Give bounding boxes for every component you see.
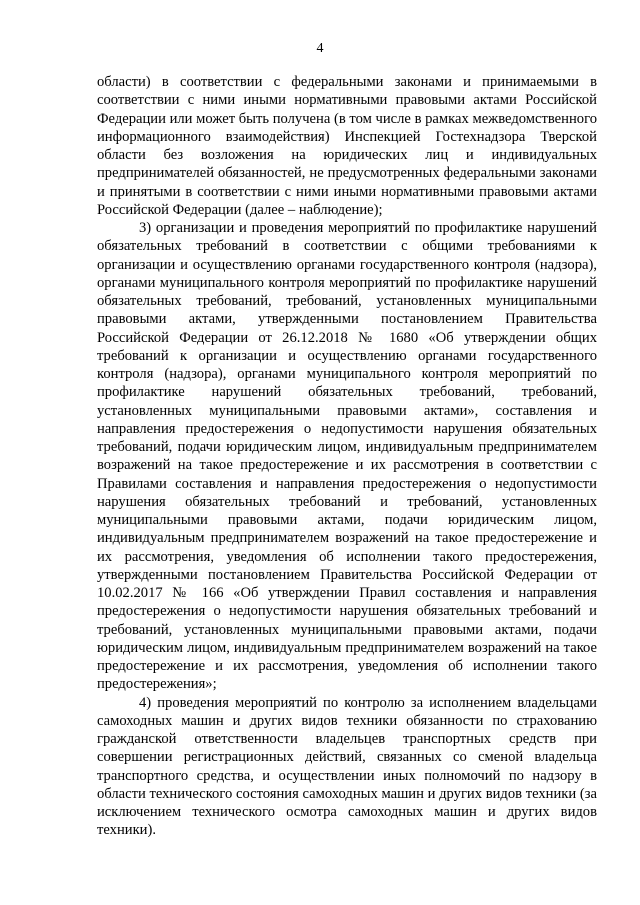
paragraph-item-4-insurance-control: 4) проведения мероприятий по контролю за исполнением владельцами самоходных машин и других видов техники обязанности по страхованию гражданской ответственности владельцев транспортных средств при совершении регистрационных действий, связанных со сменой владельца транспортного средства, и осуществлении иных полномочий по надзору в области технического состояния самоходных машин и других видов техники (за исключением технического осмотра самоходных машин и других видов техники). xyxy=(97,694,597,839)
paragraph-observation-continuation: области) в соответствии с федеральными законами и принимаемыми в соответствии с ними иными нормативными правовыми актами Российской Федерации или может быть получена (в том числе в рамках межведомственного информационного взаимодействия) Инспекцией Гостехнадзора Тверской области без возложения на юридических лиц и индивидуальных предпринимателей обязанностей, не предусмотренных федеральными законами и принятыми в соответствии с ними иными нормативными правовыми актами Российской Федерации (далее – наблюдение); xyxy=(97,74,597,218)
page-number: 4 xyxy=(316,41,324,56)
document-body xyxy=(97,73,597,840)
paragraph-item-3-prevention: 3) организации и проведения мероприятий по профилактике нарушений обязательных требований в соответствии с общими требованиями к организации и осуществлению органами государственного контроля (надзора), органами муниципального контроля мероприятий по профилактике нарушений обязательных требований, требований, установленных муниципальными правовыми актами, утвержденными постановлением Правительства Российской Федерации от 26.12.2018 № 1680 «Об утверждении общих требований к организации и осуществлению органами государственного контроля (надзора), органами муниципального контроля мероприятий по профилактике нарушений обязательных требований, требований, установленных муниципальными правовыми актами», составления и направления предостережения о недопустимости нарушения обязательных требований, подачи юридическим лицом, индивидуальным предпринимателем возражений на такое предостережение и их рассмотрения в соответствии с Правилами составления и направления предостережения о недопустимости нарушения обязательных требований и требований, установленных муниципальными правовыми актами, подачи юридическим лицом, индивидуальным предпринимателем возражений на такое предостережение и их рассмотрения, уведомления об исполнении такого предостережения, утвержденными постановлением Правительства Российской Федерации от 10.02.2017 № 166 «Об утверждении Правил составления и направления предостережения о недопустимости нарушения обязательных требований и требований, установленных муниципальными правовыми актами, подачи юридическим лицом, индивидуальным предпринимателем возражений на такое предостережение и их рассмотрения, уведомления об исполнении такого предостережения»; xyxy=(97,220,597,693)
